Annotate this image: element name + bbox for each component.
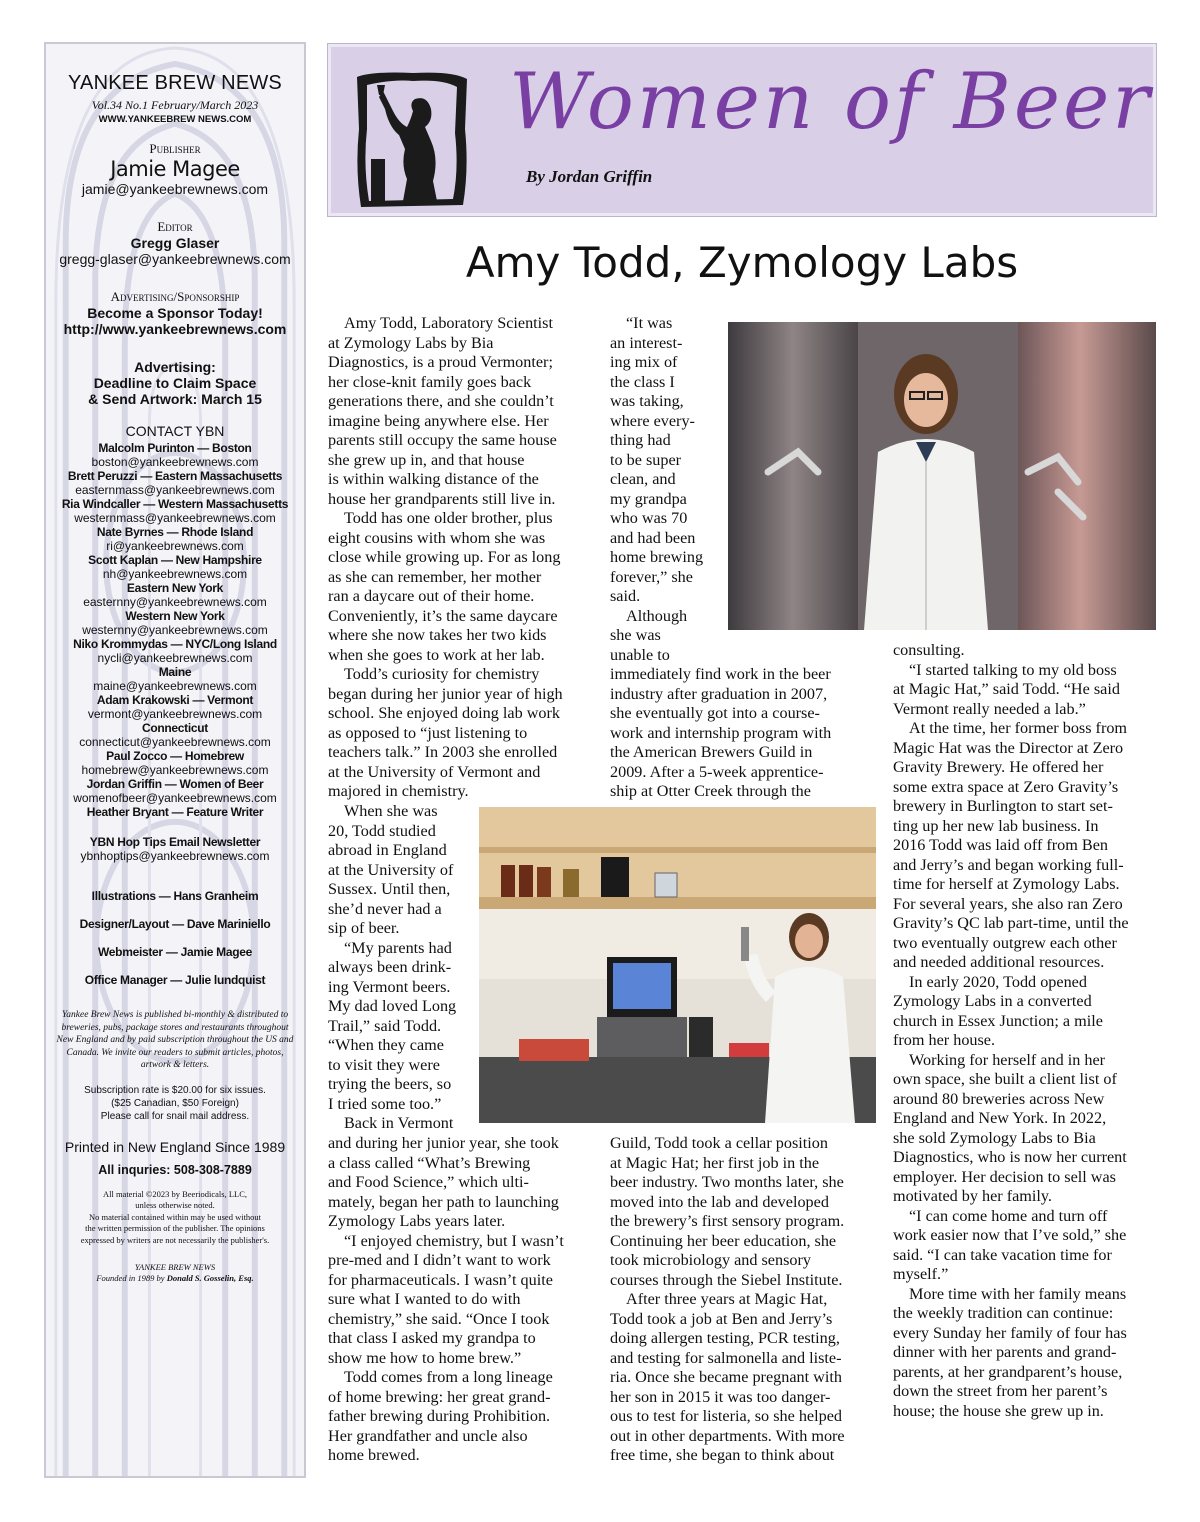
article-text-line: ous to test for listeria, so she helped (610, 1407, 842, 1425)
credit-list (46, 889, 304, 987)
article-column-1-narrow (328, 802, 478, 1134)
article-text-line: clean, and (610, 470, 676, 488)
article-text-line: “I started talking to my old boss (909, 660, 1117, 679)
subscription-rate: Subscription rate is $20.00 for six issues. (84, 1084, 266, 1096)
article-text-line: Diagnostics, who is now her current (893, 1148, 1127, 1166)
article-text-line: she grew up in, and that house (328, 450, 525, 469)
article-text-line: the weekly tradition can continue: (893, 1304, 1114, 1322)
staff-credit: Designer/Layout — Dave Mariniello (79, 917, 271, 931)
editor-email[interactable]: gregg-glaser@yankeebrewnews.com (59, 251, 291, 267)
article-text-line: house; the house she grew up in. (893, 1401, 1104, 1420)
article-text-line: England and New York. In 2022, (893, 1109, 1107, 1127)
article-text-line: Amy Todd, Laboratory Scientist (344, 314, 553, 332)
article-text-line: as she can remember, her mother (328, 567, 542, 586)
byline: By Jordan Griffin (526, 167, 653, 186)
footer-title: YANKEE BREW NEWS (134, 1262, 216, 1272)
article-text-line: work easier now that I’ve sold,” she (893, 1226, 1127, 1244)
article-column-1-bottom (328, 1134, 590, 1466)
article-text-line: is within walking distance of the (328, 470, 539, 488)
article-text-line: for pharmaceuticals. I wasn’t quite (328, 1270, 553, 1289)
article-text-line: abroad in England (328, 841, 447, 859)
contact-email[interactable]: nh@yankeebrewnews.com (102, 567, 248, 581)
subscription-foreign: ($25 Canadian, $50 Foreign) (111, 1097, 239, 1109)
article-text-line: Diagnostics, is a proud Vermonter; (328, 353, 553, 371)
article-text-line: home brewing (610, 548, 704, 566)
article-text-line: Gravity Brewery. He offered her (893, 758, 1104, 776)
article-text-line: as opposed to “just listening to (328, 723, 528, 742)
contact-name: Scott Kaplan — New Hampshire (88, 553, 262, 567)
contact-name: Adam Krakowski — Vermont (96, 693, 254, 707)
article-text-line: ria. Once she became pregnant with (610, 1368, 842, 1386)
article-text-line: work and internship program with (610, 723, 832, 742)
article-text-line: ing Vermont beers. (328, 977, 451, 996)
lab-photo (479, 807, 876, 1123)
deadline-label: Advertising: (134, 359, 216, 375)
article-column-2-narrow (610, 314, 722, 665)
article-text-line: she eventually got into a course- (610, 704, 820, 722)
article-headline: Amy Todd, Zymology Labs (465, 238, 1019, 287)
article-text-line: moved into the lab and developed (610, 1192, 829, 1211)
article-text-line: majored in chemistry. (328, 782, 469, 800)
contact-email[interactable]: westernny@yankeebrewnews.com (82, 623, 268, 637)
article-text-line: at Magic Hat,” said Todd. “He said (893, 680, 1120, 698)
article-text-line: own space, she built a client list of (893, 1070, 1117, 1088)
article-text-line: and had been (610, 528, 696, 547)
contact-name: Nate Byrnes — Rhode Island (96, 525, 254, 539)
article-text-line: when she goes to work at her lab. (328, 645, 545, 664)
article-text-line: she’d never had a (328, 899, 442, 918)
article-text-line: Zymology Labs in a converted (893, 992, 1092, 1010)
article-text-line: father brewing during Prohibition. (328, 1407, 551, 1425)
footer-founded (46, 1273, 304, 1284)
article-text-line: where every- (610, 411, 695, 430)
article-text-line: trying the beers, so (328, 1075, 452, 1093)
article-text-line: at Zymology Labs by Bia (328, 333, 494, 352)
article-text-line: some extra space at Zero Gravity’s (893, 777, 1119, 796)
article-text-line: generations there, and she couldn’t (328, 392, 554, 410)
article-text-line: Back in Vermont (344, 1114, 454, 1132)
article-text-line: courses through the Siebel Institute. (610, 1270, 843, 1289)
printed-line: Printed in New England Since 1989 (64, 1138, 286, 1155)
column-banner (328, 44, 1156, 216)
article-text-line: “I can come home and turn off (909, 1206, 1108, 1225)
article-text-line: she was (610, 626, 661, 644)
article-text-line: ran a daycare out of their home. (328, 587, 535, 605)
article-text-line: around 80 breweries across New (893, 1089, 1105, 1108)
issue-info: Vol.34 No.1 February/March 2023 (91, 98, 259, 112)
deadline-line: Deadline to Claim Space (93, 375, 257, 391)
article-text-line: employer. Her decision to sell was (893, 1167, 1116, 1186)
article-text-line: down the street from her parent’s (893, 1382, 1108, 1400)
article-text-line: teachers talk.” In 2003 she enrolled (328, 743, 558, 761)
article-text-line: always been drink- (328, 958, 452, 976)
article-text-line: took microbiology and sensory (610, 1251, 811, 1269)
contact-email[interactable]: maine@yankeebrewnews.com (93, 679, 257, 693)
article-text-line: school. She enjoyed doing lab work (328, 704, 560, 722)
article-text-line: home brewed. (328, 1446, 420, 1464)
article-text-line: motivated by her family. (893, 1187, 1052, 1205)
contact-name: Connecticut (141, 721, 209, 735)
article-text-line: immediately find work in the beer (610, 665, 831, 683)
article-text-line: was taking, (610, 392, 684, 410)
contact-name: Malcolm Purinton — Boston (98, 441, 252, 455)
article-text-line: In early 2020, Todd opened (909, 972, 1087, 991)
article-text-line: dinner with her parents and grand- (893, 1343, 1117, 1361)
masthead-sidebar (44, 42, 306, 1478)
article-text-line: and during her junior year, she took (328, 1134, 559, 1152)
publisher-name: Jamie Magee (110, 157, 240, 181)
contact-email[interactable]: ri@yankeebrewnews.com (106, 539, 244, 553)
article-text-line: an interest- (610, 333, 683, 352)
article-text-line: her close-knit family goes back (328, 372, 532, 391)
copyright-note: unless otherwise noted. (135, 1200, 215, 1210)
article-text-line: Gravity’s QC lab part-time, until the (893, 914, 1129, 932)
advertising-label: Advertising/Sponsorship (110, 289, 240, 304)
article-text-line: My dad loved Long (328, 997, 457, 1015)
contact-name: Niko Krommydas — NYC/Long Island (73, 637, 277, 651)
article-text-line: began during her junior year of high (328, 684, 563, 703)
article-text-line: brewery in Burlington to start set- (893, 797, 1113, 815)
article-text-line: Conveniently, it’s the same daycare (328, 606, 558, 625)
permission-line-2: the written permission of the publisher. The opinions (85, 1223, 265, 1233)
website-link[interactable]: WWW.YANKEEBREW NEWS.COM (98, 114, 252, 125)
article-text-line: myself.” (893, 1265, 949, 1283)
article-text-line: the American Brewers Guild in (610, 743, 813, 761)
article-text-line: thing had (610, 431, 671, 449)
article-text-line: to visit they were (328, 1055, 440, 1074)
article-text-line: 20, Todd studied (328, 821, 436, 840)
article-text-line: sure what I wanted to do with (328, 1290, 521, 1308)
woman-with-glass-silhouette-icon (353, 69, 471, 209)
article-text-line: Magic Hat was the Director at Zero (893, 738, 1124, 757)
article-text-line: and needed additional resources. (893, 953, 1105, 971)
article-text-line: the class I (610, 372, 675, 391)
article-text-line: close while growing up. For as long (328, 548, 561, 566)
article-text-line: pre-med and I didn’t want to work (328, 1251, 551, 1269)
hoptips-email[interactable]: ybnhoptips@yankeebrewnews.com (80, 849, 270, 863)
contact-name: Ria Windcaller — Western Massachusetts (61, 497, 289, 511)
article-text-line: house her grandparents still live in. (328, 489, 556, 508)
article-text-line: chemistry,” she said. “Once I took (328, 1309, 550, 1328)
article-text-line: Vermont really needed a lab.” (893, 699, 1086, 718)
article-text-line: “My parents had (344, 938, 452, 957)
contact-email[interactable]: womenofbeer@yankeebrewnews.com (73, 791, 277, 805)
contact-heading: CONTACT YBN (125, 423, 225, 439)
contact-email[interactable]: boston@yankeebrewnews.com (91, 455, 259, 469)
article-text-line: “When they came (328, 1036, 444, 1054)
staff-credit: Webmeister — Jamie Magee (98, 945, 252, 959)
contact-email[interactable]: westernmass@yankeebrewnews.com (74, 511, 276, 525)
article-text-line: said. “I can take vacation time for (893, 1245, 1112, 1264)
article-text-line: parents, at her grandparent’s house, (893, 1362, 1123, 1381)
publication-blurb: Yankee Brew News is published bi-monthly & distributed to breweries, pubs, package stores and restaurants throughout New England and by paid subscription throughout the US and Canada. We invite our readers to submit articles, photos, artwork & letters. (56, 1010, 294, 1070)
article-text-line: to be super (610, 450, 682, 469)
staff-credit: Office Manager — Julie lundquist (84, 973, 266, 987)
article-text-line: I tried some too.” (328, 1094, 442, 1113)
portrait-photo (728, 322, 1156, 630)
contact-email[interactable]: nycli@yankeebrewnews.com (97, 651, 253, 665)
article-text-line: time for herself at Zymology Labs. (893, 875, 1120, 893)
contact-email[interactable]: easternny@yankeebrewnews.com (83, 595, 267, 609)
article-text-line: Todd has one older brother, plus (344, 509, 553, 527)
article-text-line: and Jerry’s and began working full- (893, 855, 1124, 874)
publisher-label: Publisher (149, 141, 201, 156)
article-text-line: ship at Otter Creek through the (610, 782, 811, 800)
article-text-line: Guild, Todd took a cellar position (610, 1134, 828, 1152)
article-text-line: mately, began her path to launching (328, 1192, 559, 1211)
article-text-line: Trail,” said Todd. (328, 1016, 442, 1035)
article-text-line: church in Essex Junction; a mile (893, 1011, 1103, 1030)
article-text-line: her son in 2015 it was too danger- (610, 1387, 831, 1406)
article-text-line: who was 70 (610, 509, 688, 527)
article-text-line: Continuing her beer education, she (610, 1231, 837, 1250)
article-text-line: that class I asked my grandpa to (328, 1329, 536, 1347)
permission-line: No material contained within may be used without (88, 1211, 262, 1222)
article-text-line: 2016 Todd was laid off from Ben (893, 836, 1108, 854)
article-text-line: unable to (610, 645, 670, 664)
article-text-line: Sussex. Until then, (328, 880, 451, 898)
inquiries-phone: All inquries: 508-308-7889 (98, 1162, 252, 1177)
staff-credit: Illustrations — Hans Granheim (91, 889, 259, 903)
sponsor-callout: Become a Sponsor Today! (87, 305, 263, 321)
article-text-line: my grandpa (610, 489, 687, 508)
editor-name: Gregg Glaser (130, 235, 220, 251)
article-text-line: the brewery’s first sensory program. (610, 1212, 845, 1230)
article-text-line: free time, she began to think about (610, 1446, 835, 1464)
contact-email[interactable]: connecticut@yankeebrewnews.com (79, 735, 271, 749)
editor-label: Editor (157, 219, 193, 234)
article-text-line: at Magic Hat; her first job in the (610, 1153, 820, 1172)
contact-name: Paul Zocco — Homebrew (106, 749, 244, 763)
article-text-line: Although (626, 606, 688, 625)
footer-founded-label: Founded in 1989 by (96, 1273, 165, 1283)
hoptips-name: YBN Hop Tips Email Newsletter (89, 835, 261, 849)
article-column-1-top (328, 314, 590, 802)
article-text-line: every Sunday her family of four has (893, 1323, 1127, 1342)
copyright-line: All material ©2023 by Beeriodicals, LLC, (102, 1188, 248, 1199)
publisher-email[interactable]: jamie@yankeebrewnews.com (81, 181, 269, 197)
contact-name: Eastern New York (126, 581, 224, 595)
article-text-line: After three years at Magic Hat, (626, 1290, 828, 1308)
article-text-line: said. (610, 587, 641, 605)
deadline-date: & Send Artwork: March 15 (88, 391, 262, 407)
article-text-line: Todd took a job at Ben and Jerry’s (610, 1309, 833, 1328)
article-column-2-bottom (610, 1134, 880, 1466)
article-text-line: at the University of Vermont and (328, 762, 541, 781)
article-text-line: Working for herself and in her (909, 1050, 1106, 1069)
article-text-line: and Food Science,” which ulti- (328, 1173, 529, 1191)
article-text-line: For several years, she also ran Zero (893, 894, 1123, 913)
article-text-line: “It was (626, 314, 673, 332)
subscription-note: Please call for snail mail address. (100, 1110, 250, 1122)
article-text-line: eight cousins with whom she was (328, 528, 546, 547)
contact-email[interactable]: easternmass@yankeebrewnews.com (75, 483, 275, 497)
article-text-line: consulting. (893, 641, 965, 659)
article-text-line: at the University of (328, 860, 454, 879)
contact-name: Jordan Griffin — Women of Beer (86, 777, 264, 791)
article-text-line: Zymology Labs years later. (328, 1212, 506, 1230)
article-text-line: show me how to home brew.” (328, 1348, 522, 1367)
article-text-line: More time with her family means (909, 1284, 1127, 1303)
footer-founder-name: Donald S. Gosselin, Esq. (166, 1273, 254, 1283)
contact-name: Western New York (125, 609, 225, 623)
article-text-line: forever,” she (610, 567, 693, 586)
contact-email[interactable]: vermont@yankeebrewnews.com (87, 707, 263, 721)
article-text-line: industry after graduation in 2007, (610, 684, 828, 703)
article-column-3 (893, 641, 1163, 1421)
contact-name: Heather Bryant — Feature Writer (86, 805, 264, 819)
column-title: Women of Beer (509, 57, 1153, 147)
article-text-line: of home brewing: her great grand- (328, 1387, 551, 1406)
article-text-line: parents still occupy the same house (328, 431, 557, 449)
article-text-line: sip of beer. (328, 919, 400, 937)
contact-name: Brett Peruzzi — Eastern Massachusetts (67, 469, 283, 483)
article-text-line: 2009. After a 5-week apprentice- (610, 762, 824, 781)
article-text-line: Todd’s curiosity for chemistry (344, 665, 540, 683)
opinion-disclaimer: expressed by writers are not necessarily the publisher's. (80, 1234, 270, 1245)
sidebar-newspaper-title: YANKEE BREW NEWS (68, 72, 282, 94)
article-text-line: out in other departments. With more (610, 1426, 845, 1445)
contact-email[interactable]: homebrew@yankeebrewnews.com (81, 763, 269, 777)
article-text-line: “I enjoyed chemistry, but I wasn’t (344, 1231, 564, 1250)
article-text-line: where she now takes her two kids (328, 626, 547, 644)
article-text-line: doing allergen testing, PCR testing, (610, 1329, 840, 1347)
article-text-line: imagine being anywhere else. Her (328, 411, 549, 430)
article-column-2-middle (610, 665, 880, 802)
article-text-line: two eventually outgrew each other (893, 933, 1117, 952)
article-text-line: she sold Zymology Labs to Bia (893, 1128, 1096, 1147)
article-text-line: When she was (344, 802, 438, 820)
contact-name: Maine (158, 665, 192, 679)
sponsor-url[interactable]: http://www.yankeebrewnews.com (63, 321, 287, 337)
article-text-line: and testing for salmonella and liste- (610, 1348, 842, 1367)
article-text-line: from her house. (893, 1031, 996, 1049)
article-text-line: At the time, her former boss from (909, 719, 1128, 737)
article-text-line: Her grandfather and uncle also (328, 1426, 528, 1445)
article-text-line: beer industry. Two months later, she (610, 1173, 844, 1191)
article-text-line: ting up her new lab business. In (893, 816, 1099, 835)
article-text-line: ing mix of (610, 353, 678, 371)
article-text-line: a class called “What’s Brewing (328, 1153, 531, 1172)
contact-list (46, 441, 304, 819)
article-text-line: Todd comes from a long lineage (344, 1368, 553, 1386)
